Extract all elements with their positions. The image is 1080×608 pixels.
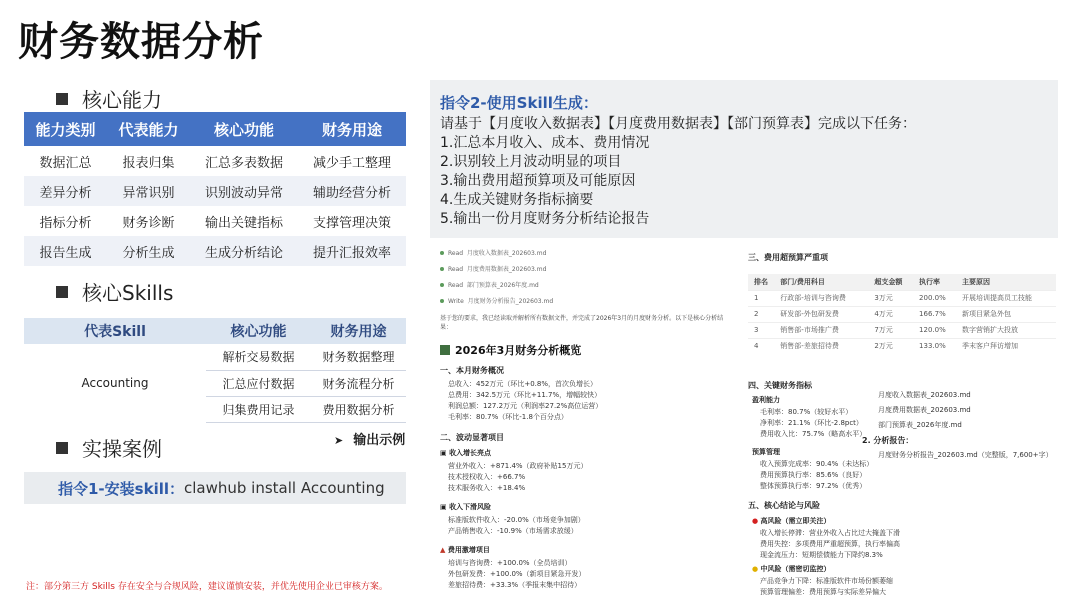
table-header: 能力类别 (24, 112, 107, 146)
table-cell: 汇总多表数据 (205, 155, 284, 171)
table-cell: 研发部-外包研发费 (774, 306, 868, 322)
list-item: 总费用：342.5万元（环比+11.7%，增幅较快） (448, 391, 602, 399)
list-item: 培训与咨询费：+100.0%（全员培训） (448, 559, 572, 567)
list-item: 收入预算完成率：90.4%（未达标） (760, 460, 874, 468)
tool-call-item: Read 月度费用数据表_202603.md (440, 264, 546, 273)
table-cell: 异常识别 (107, 176, 190, 206)
table-header: 超支金额 (868, 274, 913, 290)
bar-chart-icon (440, 345, 450, 355)
chart-down-icon: ▣ (440, 503, 450, 511)
output-example-label: ➤ 输出示例 (334, 433, 406, 448)
table-row (748, 338, 1056, 354)
command2-line: 请基于【月度收入数据表】【月度费用数据表】【部门预算表】完成以下任务： (440, 116, 916, 132)
table-cell: 解析交易数据 (206, 344, 311, 370)
table-header: 财务用途 (311, 318, 406, 344)
list-item: 总收入：452万元（环比+0.8%，首次负增长） (448, 380, 598, 388)
table-header-row (24, 112, 406, 146)
section-heading: 四、关键财务指标 (748, 381, 812, 390)
table-row (748, 306, 1056, 322)
table-header: 核心功能 (206, 318, 311, 344)
list-item: 利润总额：127.2万元（利润率27.2%高位运营） (448, 402, 603, 410)
table-header: 主要原因 (956, 274, 1056, 290)
subsection-heading: ● 中风险（需密切监控） (752, 565, 831, 573)
table-cell: 分析生成 (107, 236, 190, 266)
status-dot-icon (440, 283, 444, 287)
red-circle-icon: ● (752, 517, 761, 525)
table-cell: 3 (748, 322, 774, 338)
subsection-heading: ▣ 收入下滑风险 (440, 503, 492, 511)
list-item: 净利率：21.1%（环比-2.8pct） (760, 419, 863, 427)
subsection-heading: 盈利能力 (752, 396, 780, 404)
list-item: 费用失控：多项费用严重超预算，执行率偏高 (760, 540, 900, 548)
command2-panel (430, 80, 1058, 238)
list-item: 毛利率：80.7%（较好水平） (760, 408, 853, 416)
arrow-right-icon: ➤ (334, 434, 344, 447)
yellow-circle-icon: ● (752, 565, 761, 573)
report-label: 2. 分析报告： (862, 436, 914, 445)
table-cell: 4万元 (868, 306, 913, 322)
table-row (748, 290, 1056, 306)
table-cell: 报告生成 (24, 236, 107, 266)
file-link[interactable]: 月度财务分析报告_202603.md（完整版，7,600+字） (878, 451, 1053, 459)
table-cell: 数字营销扩大投放 (956, 322, 1056, 338)
table-cell: 200.0% (913, 290, 956, 306)
table-header: 财务用途 (298, 112, 406, 146)
command2-line: 3.输出费用超预算项及可能原因 (440, 173, 636, 189)
table-header: 执行率 (913, 274, 956, 290)
file-link[interactable]: 月度费用数据表_202603.md (878, 406, 971, 414)
page-title: 财务数据分析 (18, 19, 264, 65)
tool-call-item: Read 月度收入数据表_202603.md (440, 248, 546, 257)
table-cell: 133.0% (913, 338, 956, 354)
section-title: 实操案例 (82, 437, 162, 461)
table-cell: 7万元 (868, 322, 913, 338)
subsection-heading: ● 高风险（需立即关注） (752, 517, 831, 525)
list-item: 预算管理偏差：费用预算与实际差异偏大 (760, 588, 886, 596)
table-row (24, 176, 406, 206)
table-row (748, 322, 1056, 338)
table-cell: 销售部-差旅招待费 (774, 338, 868, 354)
file-link[interactable]: 部门预算表_2026年度.md (878, 421, 962, 429)
section-heading: 三、费用超预算严重项 (748, 253, 828, 262)
list-item: 营业外收入：+871.4%（政府补贴15万元） (448, 462, 588, 470)
section-heading: 一、本月财务概况 (440, 366, 504, 375)
table-cell: 差异分析 (24, 176, 107, 206)
table-header-row (748, 274, 1056, 290)
command2-line: 2.识别较上月波动明显的项目 (440, 154, 622, 170)
square-bullet-icon (56, 93, 68, 105)
list-item: 技术服务收入：+18.4% (448, 484, 526, 492)
table-cell: 2万元 (868, 338, 913, 354)
table-cell: 输出关键指标 (205, 215, 284, 231)
table-cell: 2 (748, 306, 774, 322)
table-cell: 费用数据分析 (311, 396, 406, 422)
table-cell: 开展培训提高员工技能 (956, 290, 1056, 306)
intro-text: 基于您的要求，我已经读取并解析所有数据文件，并完成了2026年3月的月度财务分析。以下是核心分析结果： (440, 315, 724, 331)
tool-call-item: Read 部门预算表_2026年度.md (440, 280, 539, 289)
table-row (24, 146, 406, 176)
table-cell: 数据汇总 (39, 155, 92, 171)
section-heading: 二、波动显著项目 (440, 433, 504, 442)
table-cell: 辅助经营分析 (298, 176, 406, 206)
table-header: 代表能力 (107, 112, 190, 146)
section-core-ability (56, 84, 162, 113)
square-bullet-icon (56, 442, 68, 454)
tool-call-item: Write 月度财务分析报告_202603.md (440, 296, 553, 305)
section-title: 核心Skills (82, 281, 174, 305)
table-cell: 减少手工整理 (313, 155, 392, 171)
table-cell: 指标分析 (39, 215, 92, 231)
subsection-heading: ▣ 收入增长亮点 (440, 449, 492, 457)
status-dot-icon (440, 267, 444, 271)
table-header: 核心功能 (190, 112, 298, 146)
table-cell: 财务诊断 (122, 215, 175, 231)
table-cell: 支撑管理决策 (313, 215, 392, 231)
list-item: 产品销售收入：-10.9%（市场需求放缓） (448, 527, 578, 535)
list-item: 差旅招待费：+33.3%（季报末集中招待） (448, 581, 582, 589)
command2-line: 5.输出一份月度财务分析结论报告 (440, 211, 650, 227)
square-bullet-icon (56, 286, 68, 298)
section-title: 核心能力 (82, 88, 162, 112)
footnote: 注：部分第三方 Skills 存在安全与合规风险，建议谨慎安装，并优先使用企业已审核方案。 (26, 582, 388, 592)
list-item: 费用收入比：75.7%（略高水平） (760, 430, 867, 438)
command1-box (24, 472, 406, 504)
table-cell: 识别波动异常 (190, 176, 298, 206)
list-item: 毛利率：80.7%（环比-1.8个百分点） (448, 413, 568, 421)
warning-icon: ▲ (440, 546, 448, 554)
table-cell: 报表归集 (122, 155, 175, 171)
subsection-heading: 预算管理 (752, 448, 780, 456)
report-screenshot-left (436, 242, 736, 602)
table-cell: 财务数据整理 (311, 344, 406, 370)
table-cell: 归集费用记录 (206, 396, 311, 422)
table-cell: 3万元 (868, 290, 913, 306)
table-header: 部门/费用科目 (774, 274, 868, 290)
table-header-row (24, 318, 406, 344)
table-cell: 166.7% (913, 306, 956, 322)
table-cell: 汇总应付数据 (206, 370, 311, 396)
table-cell: 销售部-市场推广费 (774, 322, 868, 338)
table-row (24, 206, 406, 236)
table-cell: 120.0% (913, 322, 956, 338)
list-item: 外包研发费：+100.0%（新项目紧急开发） (448, 570, 586, 578)
table-cell: 新项目紧急外包 (956, 306, 1056, 322)
report-title: 2026年3月财务分析概览 (440, 342, 581, 358)
table-row (24, 236, 406, 266)
table-header: 代表Skill (24, 318, 206, 344)
list-item: 整体预算执行率：97.2%（优秀） (760, 482, 867, 490)
table-cell: 提升汇报效率 (298, 236, 406, 266)
report-screenshot-right (744, 242, 1060, 602)
command2-line: 4.生成关键财务指标摘要 (440, 192, 594, 208)
section-core-skills (56, 277, 173, 306)
skills-table (24, 318, 406, 423)
command1-label: 指令1-安装skill： (58, 479, 184, 498)
table-cell: 财务流程分析 (311, 370, 406, 396)
table-cell: 1 (748, 290, 774, 306)
file-link[interactable]: 月度收入数据表_202603.md (878, 391, 971, 399)
table-cell: 季末客户拜访增加 (956, 338, 1056, 354)
status-dot-icon (440, 251, 444, 255)
table-header: 排名 (748, 274, 774, 290)
table-cell: 行政部-培训与咨询费 (774, 290, 868, 306)
overspend-table (748, 274, 1056, 354)
list-item: 标准版软件收入：-20.0%（市场竞争加剧） (448, 516, 585, 524)
table-row (24, 344, 406, 370)
list-item: 现金流压力：短期偿债能力下降约8.3% (760, 551, 883, 559)
list-item: 收入增长停滞：营业外收入占比过大掩盖下滑 (760, 529, 900, 537)
skill-name: Accounting (81, 376, 149, 390)
list-item: 产品竞争力下降：标准版软件市场份额萎缩 (760, 577, 893, 585)
command2-line: 1.汇总本月收入、成本、费用情况 (440, 135, 650, 151)
command2-heading: 指令2-使用Skill生成： (440, 94, 598, 112)
list-item: 技术授权收入：+66.7% (448, 473, 526, 481)
subsection-heading: ▲ 费用激增项目 (440, 546, 490, 554)
command1-text[interactable]: clawhub install Accounting (184, 479, 385, 497)
section-practice (56, 433, 162, 462)
section-heading: 五、核心结论与风险 (748, 501, 820, 510)
table-cell: 生成分析结论 (190, 236, 298, 266)
chart-up-icon: ▣ (440, 449, 450, 457)
ability-table (24, 112, 406, 266)
list-item: 费用预算执行率：85.6%（良好） (760, 471, 867, 479)
status-dot-icon (440, 299, 444, 303)
table-cell: 4 (748, 338, 774, 354)
